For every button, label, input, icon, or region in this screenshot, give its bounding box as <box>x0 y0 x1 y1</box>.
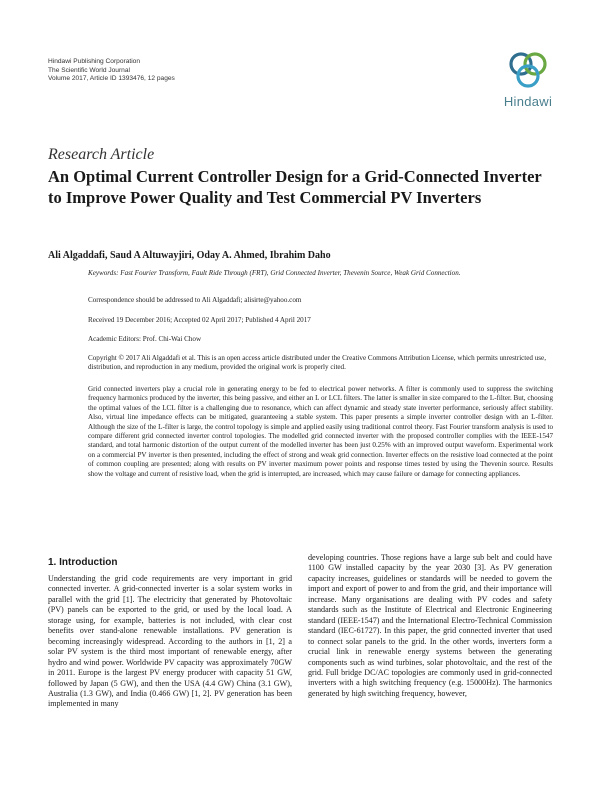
logo-text: Hindawi <box>503 94 553 109</box>
journal-name: The Scientific World Journal <box>48 66 130 74</box>
journal-header <box>48 58 175 84</box>
academic-editors: Academic Editors: Prof. Chi-Wai Chow <box>88 335 202 343</box>
copyright-notice: Copyright © 2017 Ali Algaddafi et al. This is an open access article distributed under the Creative Commons Attribution License, which permits unrestricted use, distribution, and reproduction in any medium, provided the original work is properly cited. <box>88 354 546 372</box>
article-title: An Optimal Current Controller Design for a Grid-Connected Inverter to Improve Power Quality and Test Commercial PV Inverters <box>48 167 542 207</box>
correspondence: Correspondence should be addressed to Ali Algaddafi; alisirte@yahoo.com <box>88 296 302 304</box>
keywords: Keywords: Fast Fourier Transform, Fault Ride Through (FRT), Grid Connected Inverter, Thevenin Source, Weak Grid Connection. <box>88 269 461 277</box>
volume-info: Volume 2017, Article ID 1393476, 12 pages <box>48 75 175 83</box>
authors: Ali Algaddafi, Saud A Altuwayjiri, Oday A. Ahmed, Ibrahim Daho <box>48 250 331 261</box>
received-dates: Received 19 December 2016; Accepted 02 April 2017; Published 4 April 2017 <box>88 316 311 324</box>
section-heading-introduction: 1. Introduction <box>48 557 118 568</box>
publisher-name: Hindawi Publishing Corporation <box>48 58 140 65</box>
abstract: Grid connected inverters play a crucial role in generating energy to be fed to electrical power networks. A filter is commonly used to suppress the switching frequency harmonics produced by the inverter, this being passive, and either an L or LCL filters. The latter is smaller in size compared to the L-filter. But, choosing the optimal values of the LCL filter is a challenging due to resonance, which can affect dynamic and steady state inverter performance, seriously affect stability. Also, virtual line impedance effects can be mitigated, guaranteeing a stable system. This paper presents a simple inverter controller design with an L-filter. Although the size of the L-filter is large, the control topology is simple and applied easily using traditional control theory. Fast Fourier transform analysis is used to compare different grid connected inverter control topologies. The modelled grid connected inverter with the proposed controller complies with the IEEE-1547 standard, and total harmonic distortion of the output current of the modelled inverter has been just 0.25% with an improved output waveform. Experimental work on a commercial PV inverter is then presented, including the effect of strong and weak grid connection. Inverter effects on the resistive load connected at the point of common coupling are presented; along with results on PV inverter maximum power points and response times tested by using the Thevenin source. Results show the voltage and current of resistive load, when the grid is interrupted, are increased, which may cause failure or damage for connecting appliances. <box>88 385 553 478</box>
body-right-column: developing countries. Those regions have a large sub belt and could have 1100 GW installed capacity by the year 2030 [3]. As PV generation capacity increases, guidelines or standards will be needed to govern the import and export of power to and from the grid, and their importance will increase. Many organisations are dealing with PV codes and safety standards such as the Institute of Electrical and Electronic Engineering standard (IEEE-1547) and the International Electro-Technical Commission standard (IEC-61727). In this paper, the grid connected inverter that used to connect solar panels to the grid. In the other words, inverters form a crucial link in renewable energy systems between the generating components such as wind turbines, solar photovoltaic, and the rest of the grid. Full bridge DC/AC topologies are commonly used in grid-connected inverters with a high switching frequency (e.g. 15000Hz). The harmonics generated by high switching frequency, however, <box>308 553 552 698</box>
body-left-column: Understanding the grid code requirements are very important in grid connected inverter. A grid-connected inverter is a solar system works in parallel with the grid [1]. The electricity that generated by Photovoltaic (PV) panels can be exported to the grid, or used by the local load. A storage using, for example, batteries is not included, with clear cost benefits over stand-alone renewable installations. PV generation is becoming increasingly widespread. According to the authors in [1, 2] a solar PV system is the third most important of renewable energy, after hydro and wind power. Worldwide PV capacity was approximately 70GW in 2011. Europe is the largest PV energy producer with capacity 51 GW, followed by Japan (5 GW), and then the USA (4.4 GW) China (3.1 GW), Australia (1.3 GW), and India (0.466 GW) [1, 2]. PV generation has been implemented in many <box>48 574 292 709</box>
hindawi-logo <box>493 50 563 114</box>
hindawi-rings-icon <box>502 50 554 92</box>
article-type: Research Article <box>48 146 155 163</box>
